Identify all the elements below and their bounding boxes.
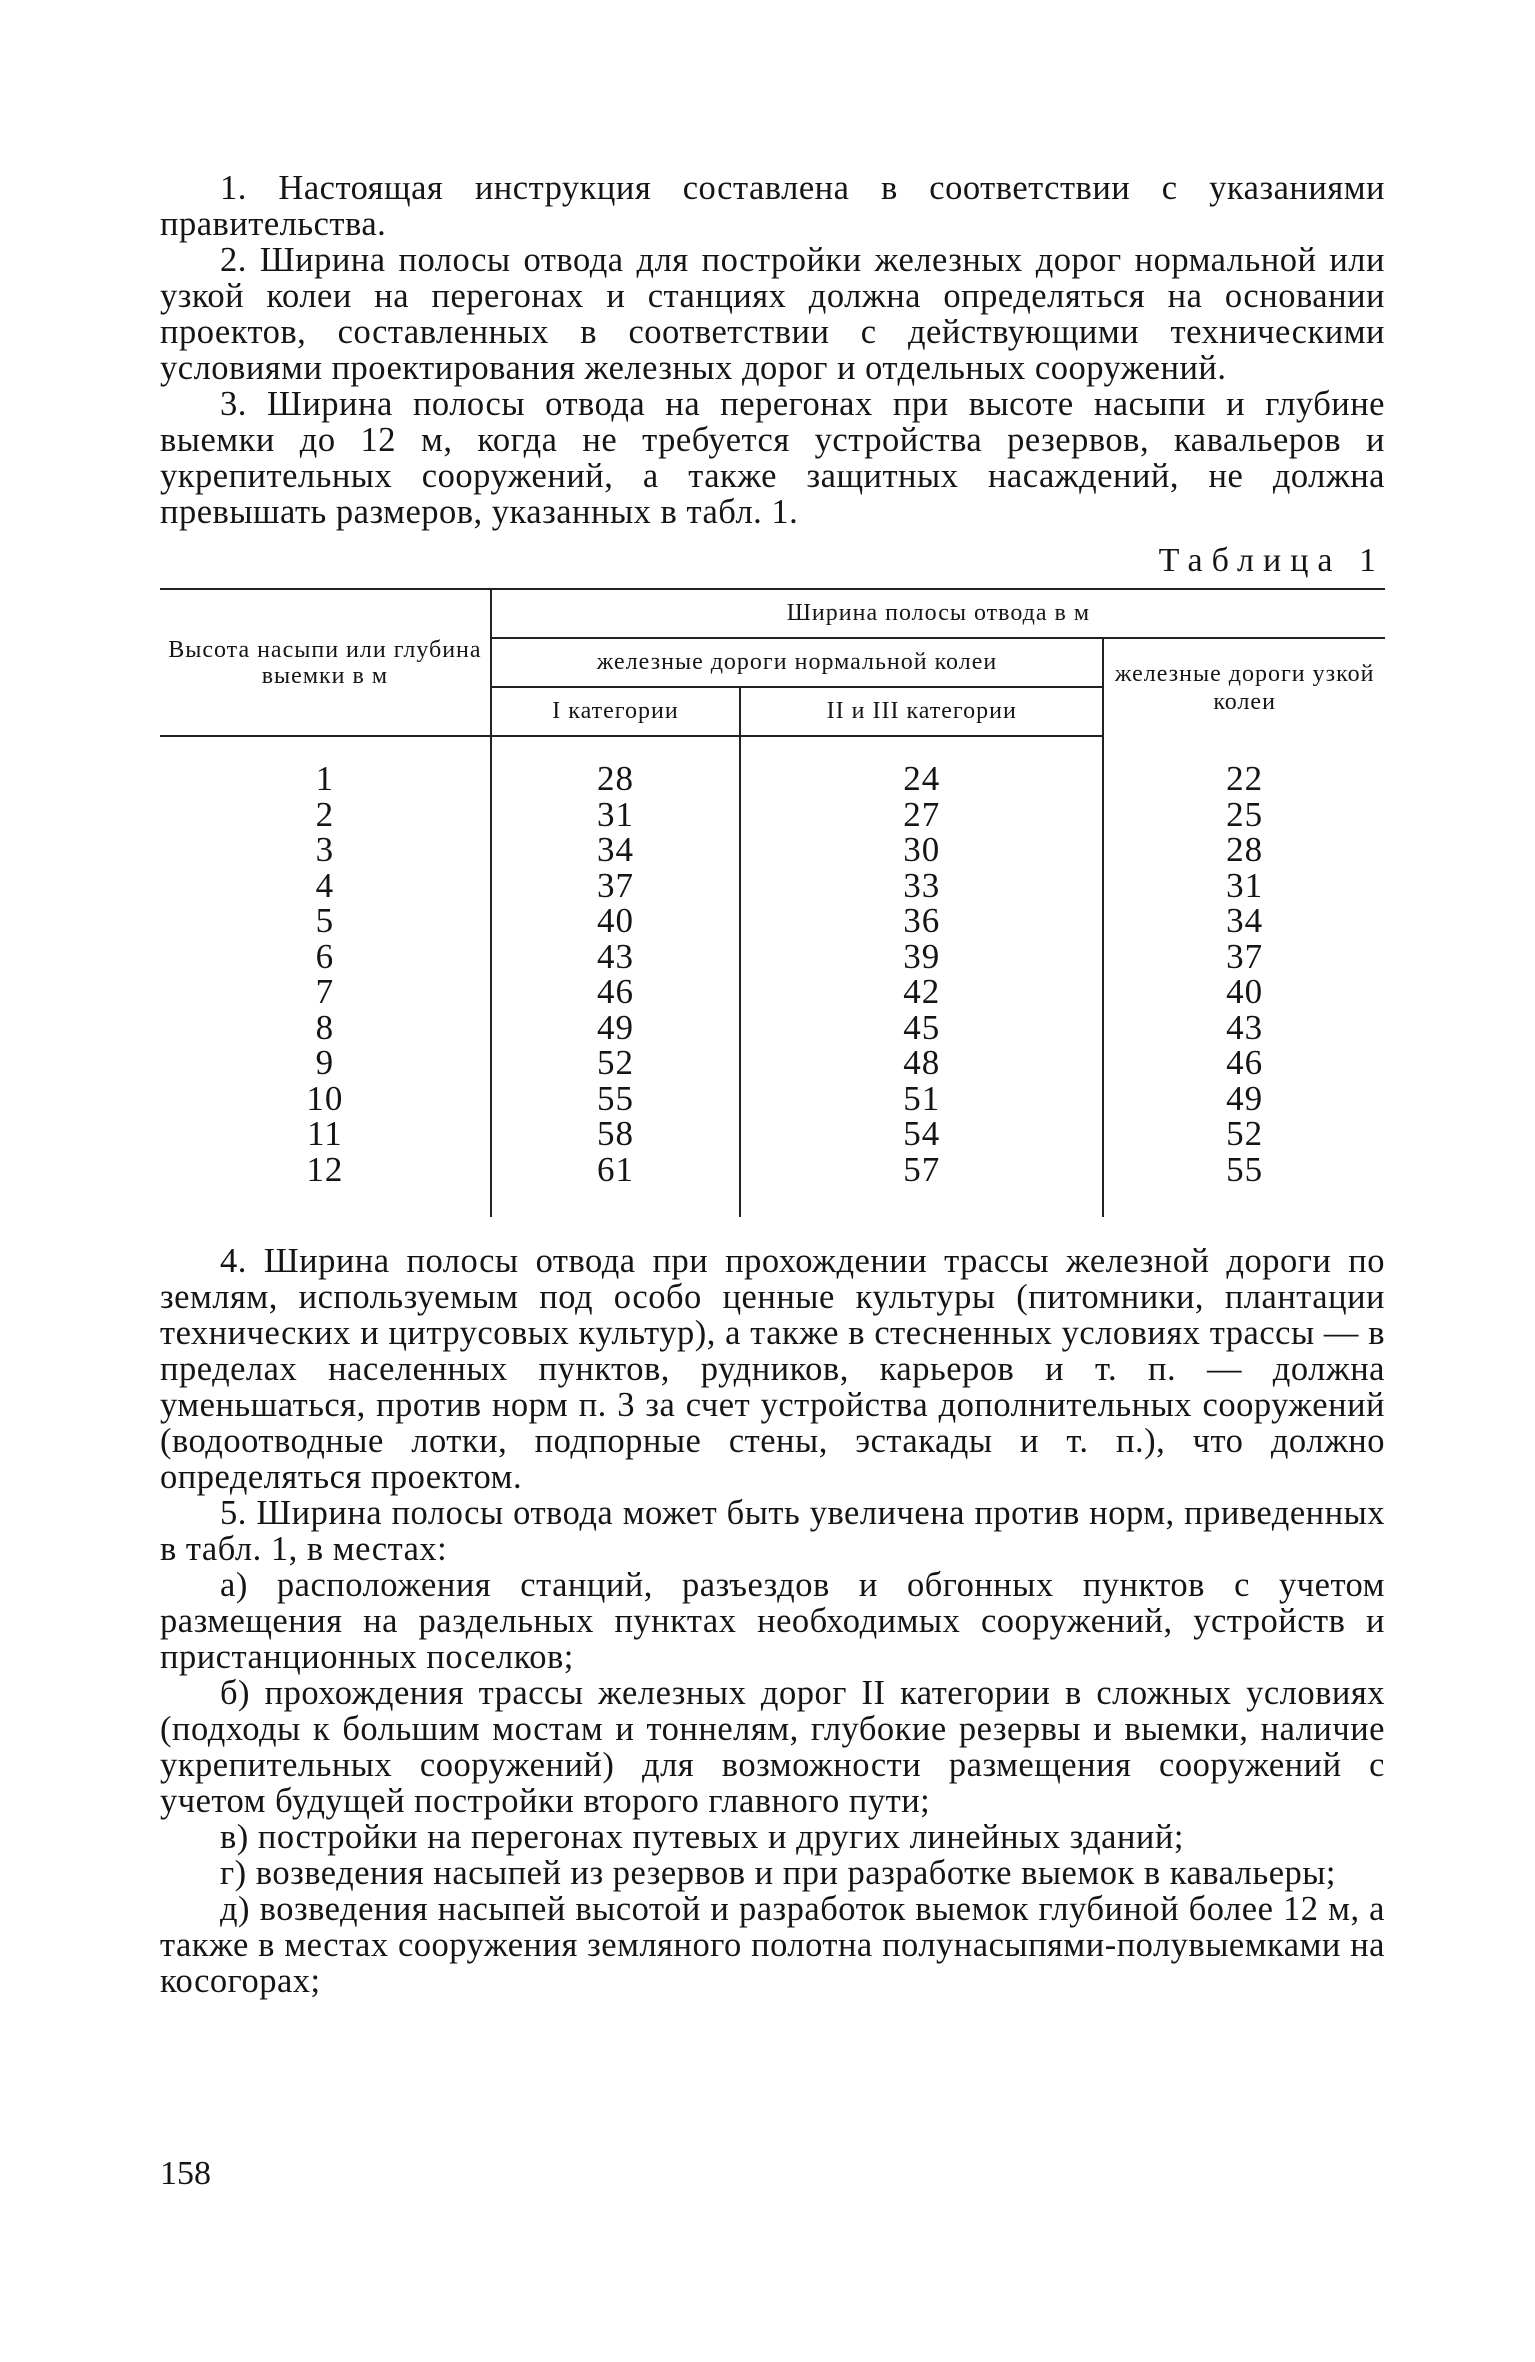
cell-narrow: 31 bbox=[1103, 868, 1385, 904]
cell-height: 3 bbox=[315, 830, 335, 869]
page-number: 158 bbox=[160, 2155, 211, 2192]
cell-narrow: 46 bbox=[1103, 1045, 1385, 1081]
cell-height: 9 bbox=[315, 1043, 335, 1082]
right-of-way-width-table bbox=[160, 588, 1385, 1217]
cell-cat23: 42 bbox=[740, 974, 1103, 1010]
header-height: Высота насыпи или глубина выемки в м bbox=[160, 589, 491, 736]
header-narrow-gauge: железные дороги узкой колеи bbox=[1103, 638, 1385, 736]
table-row bbox=[160, 736, 1385, 797]
cell-cat1: 55 bbox=[491, 1081, 741, 1117]
cell-narrow: 34 bbox=[1103, 903, 1385, 939]
table-row bbox=[160, 939, 1385, 975]
cell-height: 4 bbox=[315, 865, 335, 905]
paragraph-2: 2. Ширина полосы отвода для постройки железных дорог нормальной или узкой колеи на перегонах и станциях должна определяться на основании проектов, составленных в соответствии с действующими техническими условиями проектирования железных дорог и отдельных сооружений. bbox=[160, 241, 1385, 387]
cell-cat1: 46 bbox=[491, 974, 741, 1010]
cell-cat23: 24 bbox=[740, 736, 1103, 797]
cell-height: 2 bbox=[315, 794, 335, 834]
cell-height: 12 bbox=[306, 1149, 344, 1189]
cell-cat1: 49 bbox=[491, 1010, 741, 1046]
table-row bbox=[160, 832, 1385, 868]
cell-cat23: 33 bbox=[740, 868, 1103, 904]
cell-cat23: 51 bbox=[740, 1081, 1103, 1117]
table-row bbox=[160, 1081, 1385, 1117]
cell-narrow: 22 bbox=[1103, 736, 1385, 797]
cell-cat23: 27 bbox=[740, 797, 1103, 833]
cell-cat23: 39 bbox=[740, 939, 1103, 975]
table-row bbox=[160, 903, 1385, 939]
cell-cat1: 37 bbox=[491, 868, 741, 904]
cell-narrow: 28 bbox=[1103, 832, 1385, 868]
list-item-g: г) возведения насыпей из резервов и при разработке выемок в кавальеры; bbox=[220, 1854, 1337, 1892]
table-row bbox=[160, 1045, 1385, 1081]
cell-height: 7 bbox=[315, 972, 335, 1011]
cell-cat1: 28 bbox=[491, 736, 741, 797]
cell-cat23: 45 bbox=[740, 1010, 1103, 1046]
table-row bbox=[160, 1116, 1385, 1152]
table-row bbox=[160, 797, 1385, 833]
cell-cat1: 34 bbox=[491, 832, 741, 868]
list-item-b: б) прохождения трассы железных дорог II категории в сложных условиях (подходы к большим мостам и тоннелям, глубокие резервы и выемки, наличие укрепительных сооружений) для возможности размещения сооружений с учетом будущей постройки второго главного пути; bbox=[160, 1674, 1385, 1820]
cell-cat23: 54 bbox=[740, 1116, 1103, 1152]
cell-cat1: 61 bbox=[491, 1152, 741, 1218]
cell-narrow: 40 bbox=[1103, 974, 1385, 1010]
cell-height: 11 bbox=[307, 1114, 343, 1153]
list-item-a: а) расположения станций, разъездов и обгонных пунктов с учетом размещения на раздельных пунктах необходимых сооружений, устройств и пристанционных поселков; bbox=[160, 1566, 1385, 1676]
cell-cat1: 31 bbox=[491, 797, 741, 833]
table-row bbox=[160, 868, 1385, 904]
cell-narrow: 43 bbox=[1103, 1010, 1385, 1046]
header-category-2-3: II и III категории bbox=[740, 687, 1103, 736]
paragraph-1: 1. Настоящая инструкция составлена в соответствии с указаниями правительства. bbox=[160, 169, 1385, 243]
cell-height: 1 bbox=[315, 759, 335, 798]
table-row bbox=[160, 1152, 1385, 1218]
cell-cat1: 40 bbox=[491, 903, 741, 939]
cell-cat23: 48 bbox=[740, 1045, 1103, 1081]
paragraph-5: 5. Ширина полосы отвода может быть увеличена против норм, приведенных в табл. 1, в местах: bbox=[160, 1494, 1385, 1568]
header-normal-gauge: железные дороги нормальной колеи bbox=[491, 638, 1104, 687]
paragraph-3: 3. Ширина полосы отвода на перегонах при высоте насыпи и глубине выемки до 12 м, когда не требуется устройства резервов, кавальеров и укрепительных сооружений, а также защитных насаждений, не должна превышать размеров, указанных в табл. 1. bbox=[160, 385, 1385, 531]
cell-narrow: 37 bbox=[1103, 939, 1385, 975]
header-category-1: I категории bbox=[491, 687, 741, 736]
cell-height: 5 bbox=[315, 901, 335, 940]
cell-cat23: 36 bbox=[740, 903, 1103, 939]
cell-height: 8 bbox=[315, 1007, 335, 1047]
cell-cat1: 52 bbox=[491, 1045, 741, 1081]
table-caption: Таблица 1 bbox=[1158, 542, 1385, 579]
cell-cat1: 43 bbox=[491, 939, 741, 975]
cell-narrow: 52 bbox=[1103, 1116, 1385, 1152]
table-row bbox=[160, 1010, 1385, 1046]
cell-height: 10 bbox=[306, 1078, 344, 1118]
list-item-d: д) возведения насыпей высотой и разработок выемок глубиной более 12 м, а также в местах сооружения земляного полотна полунасыпями-полувыемками на косогорах; bbox=[160, 1890, 1385, 2000]
table-row bbox=[160, 974, 1385, 1010]
cell-cat23: 30 bbox=[740, 832, 1103, 868]
cell-narrow: 25 bbox=[1103, 797, 1385, 833]
cell-height: 6 bbox=[315, 936, 335, 976]
list-item-v: в) постройки на перегонах путевых и других линейных зданий; bbox=[220, 1818, 1184, 1856]
cell-cat1: 58 bbox=[491, 1116, 741, 1152]
cell-narrow: 49 bbox=[1103, 1081, 1385, 1117]
cell-narrow: 55 bbox=[1103, 1152, 1385, 1218]
cell-cat23: 57 bbox=[740, 1152, 1103, 1218]
paragraph-4: 4. Ширина полосы отвода при прохождении трассы железной дороги по землям, используемым под особо ценные культуры (питомники, плантации технических и цитрусовых культур), а также в стесненных условиях трассы — в пределах населенных пунктов, рудников, карьеров и т. п. — должна уменьшаться, против норм п. 3 за счет устройства дополнительных сооружений (водоотводные лотки, подпорные стены, эстакады и т. п.), что должно определяться проектом. bbox=[160, 1242, 1385, 1496]
header-group: Ширина полосы отвода в м bbox=[491, 589, 1385, 638]
